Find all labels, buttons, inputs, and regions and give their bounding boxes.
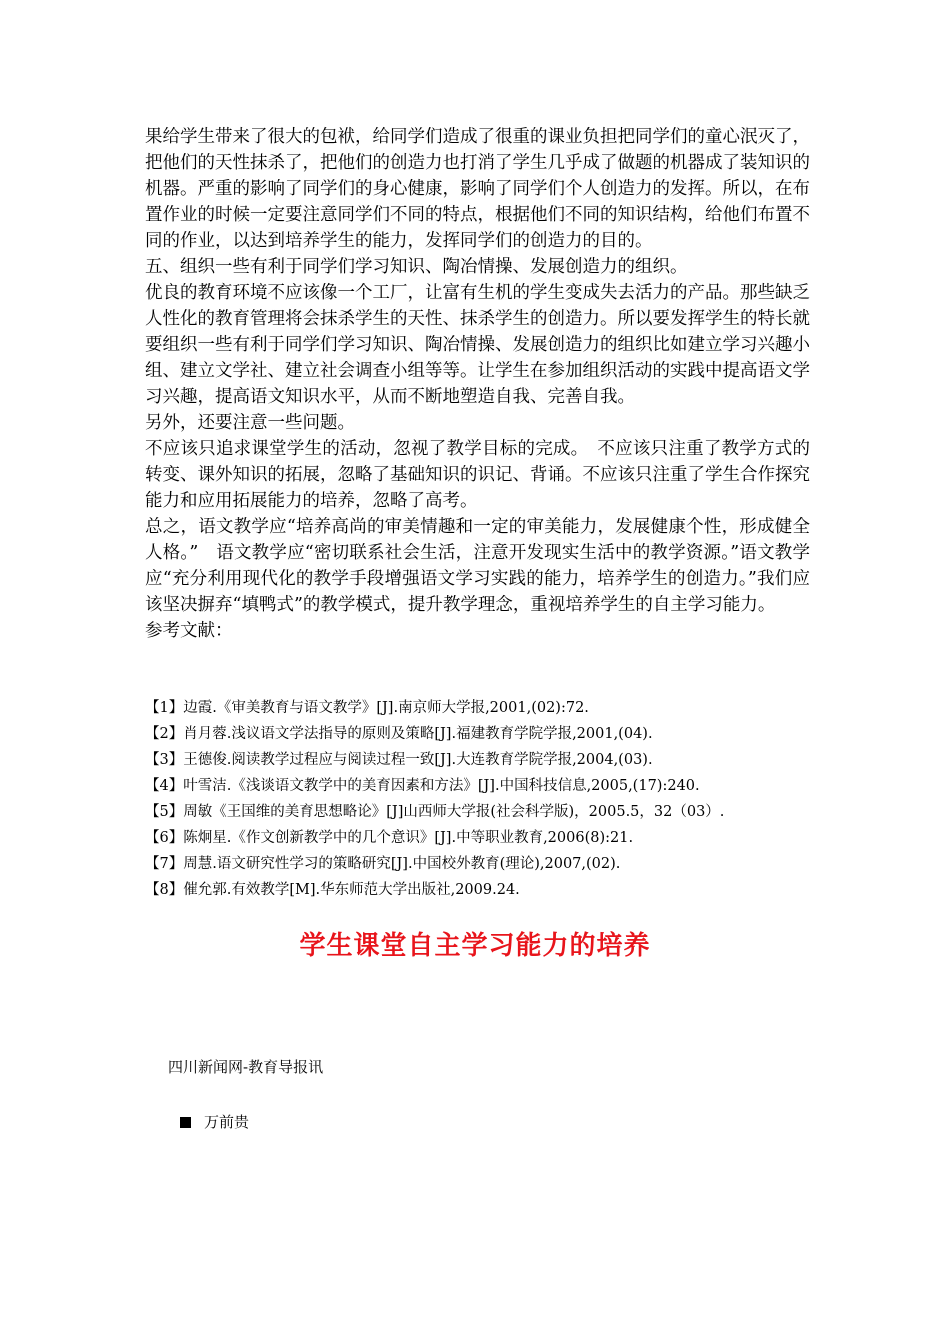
section-heading-five: 五、组织一些有利于同学们学习知识、陶冶情操、发展创造力的组织。 <box>145 257 688 277</box>
paragraph-conclusion: 总之，语文教学应“培养高尚的审美情趣和一定的审美能力，发展健康个性，形成健全人格。” 语文教学应“密切联系社会生活，注意开发现实生活中的教学资源。”语文教学应“充分利用现代化的教学手段增强语文学习实践的能力，培养学生的创造力。”我们应该坚决摒弃“填鸭式”的教学模式，提升教学理念，重视培养学生的自主学习能力。 <box>145 517 810 615</box>
reference-item: 【3】王德俊.阅读教学过程应与阅读过程一致[J].大连教育学院学报,2004,(03). <box>145 752 653 768</box>
reference-item: 【4】叶雪洁.《浅谈语文教学中的美育因素和方法》[J].中国科技信息,2005,(17):240. <box>145 778 700 794</box>
reference-item: 【1】边霞.《审美教育与语文教学》[J].南京师大学报,2001,(02):72. <box>145 700 589 716</box>
article-title: 学生课堂自主学习能力的培养 <box>299 931 651 961</box>
paragraph-homework: 果给学生带来了很大的包袱，给同学们造成了很重的课业负担把同学们的童心泯灭了，把他们的天性抹杀了，把他们的创造力也打消了学生几乎成了做题的机器成了装知识的机器。严重的影响了同学们的身心健康，影响了同学们个人创造力的发挥。所以，在布置作业的时候一定要注意同学们不同的特点，根据他们不同的知识结构，给他们布置不同的作业，以达到培养学生的能力，发挥同学们的创造力的目的。 <box>145 127 810 251</box>
author-name: 万前贵 <box>204 1113 250 1131</box>
reference-item: 【2】肖月蓉.浅议语文学法指导的原则及策略[J].福建教育学院学报,2001,(04). <box>145 726 653 742</box>
references-list <box>145 695 825 903</box>
paragraph-issues: 不应该只追求课堂学生的活动，忽视了教学目标的完成。 不应该只注重了教学方式的转变、课外知识的拓展，忽略了基础知识的识记、背诵。不应该只注重了学生合作探究能力和应用拓展能力的培养，忽略了高考。 <box>145 439 810 511</box>
author-line <box>180 1110 249 1134</box>
body-text <box>145 124 810 644</box>
black-square-icon <box>180 1117 191 1128</box>
references-heading: 参考文献： <box>145 621 233 641</box>
reference-item: 【5】周敏《王国维的美育思想略论》[J]山西师大学报(社会科学版)，2005.5，32（03）. <box>145 804 725 820</box>
news-source: 四川新闻网-教育导报讯 <box>168 1058 324 1076</box>
paragraph-issues-intro: 另外，还要注意一些问题。 <box>145 413 355 433</box>
reference-item: 【7】周慧.语文研究性学习的策略研究[J].中国校外教育(理论),2007,(02). <box>145 856 621 872</box>
paragraph-environment: 优良的教育环境不应该像一个工厂，让富有生机的学生变成失去活力的产品。那些缺乏人性化的教育管理将会抹杀学生的天性、抹杀学生的创造力。所以要发挥学生的特长就要组织一些有利于同学们学习知识、陶冶情操、发展创造力的组织比如建立学习兴趣小组、建立文学社、建立社会调查小组等等。让学生在参加组织活动的实践中提高语文学习兴趣，提高语文知识水平，从而不断地塑造自我、完善自我。 <box>145 283 810 407</box>
reference-item: 【6】陈炯星.《作文创新教学中的几个意识》[J].中等职业教育,2006(8):21. <box>145 830 634 846</box>
reference-item: 【8】催允郭.有效教学[M].华东师范大学出版社,2009.24. <box>145 882 520 898</box>
